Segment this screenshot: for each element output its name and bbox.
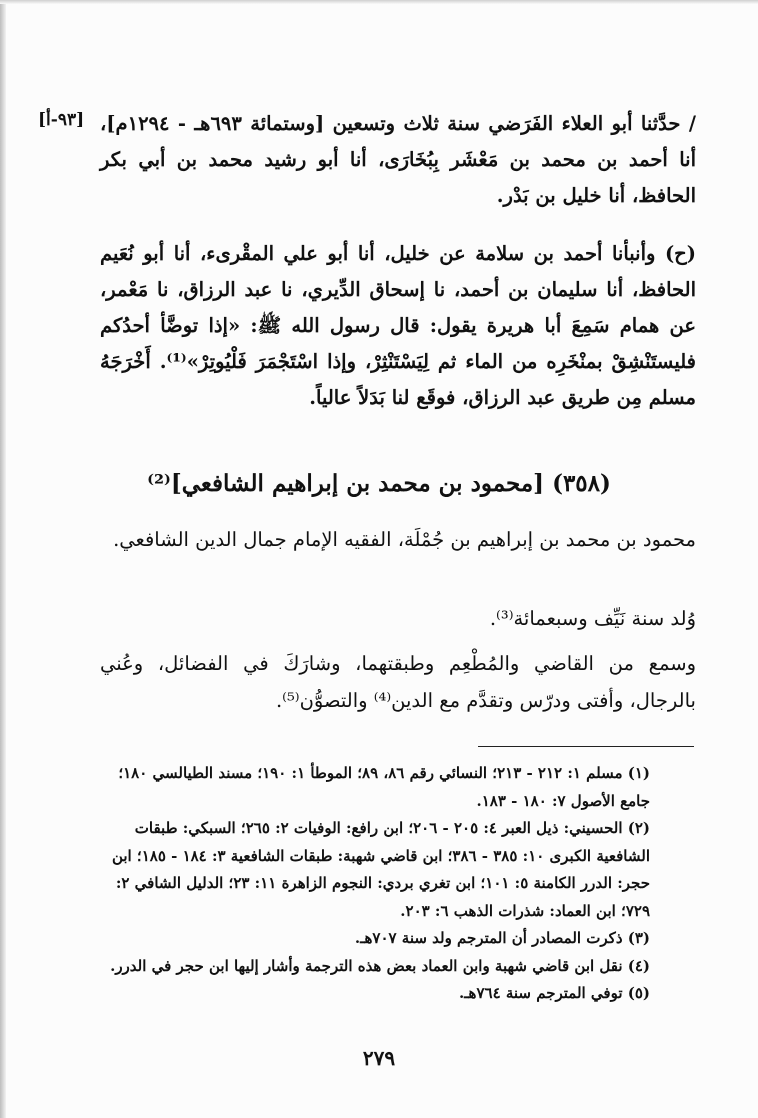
footnote-1: (١) مسلم ١: ٢١٢ - ٢١٣؛ النسائي رقم ٨٦، ٨٩؛ الموطأ ١: ١٩٠؛ مسند الطيالسي ١٨٠؛ جامع الأصول ٧: ١٨٠ - ١٨٣.: [118, 764, 650, 810]
biography-name-paragraph: محمود بن محمد بن إبراهيم بن جُمْلَة، الفقيه الإمام جمال الدين الشافعي.: [113, 528, 696, 551]
footnotes-section: [92, 760, 650, 1008]
entry-heading: (٣٥٨) [محمود بن محمد بن إبراهيم الشافعي]⁽²⁾: [147, 470, 611, 497]
footnote-5: (٥) توفي المترجم سنة ٧٦٤هـ.: [458, 984, 650, 1002]
isnad-paragraph: / حدَّثنا أبو العلاء الفَرَضي سنة ثلاث وتسعين [وستمائة ٦٩٣هـ - ١٢٩٤م]، أنا أحمد بن محمد بن مَعْشَر بِبُخَارَى، أنا أبو رشيد محمد بن أبي بكر الحافظ، أنا خليل بن بَدْر.: [100, 112, 697, 207]
footnote-separator: [478, 746, 694, 747]
manuscript-folio-marker: [٩٣-أ]: [38, 110, 85, 130]
scan-shadow-top: [0, 0, 758, 4]
footnote-4: (٤) نقل ابن قاضي شهبة وابن العماد بعض هذه الترجمة وأشار إليها ابن حجر في الدرر.: [110, 956, 650, 975]
footnote-3: (٣) ذكرت المصادر أن المترجم ولد سنة ٧٠٧هـ.: [354, 929, 650, 947]
scan-shadow-left: [0, 0, 6, 1118]
page-number: ٢٧٩: [362, 1046, 396, 1070]
hadith-paragraph: (ح) وأنبأنا أحمد بن سلامة عن خليل، أنا أبو علي المقْرىء، أنا أبو نُعَيم الحافظ، أنا سليمان بن أحمد، نا إسحاق الدِّيري، نا عبد الرزاق، نا مَعْمر، عن همام سَمِعَ أبا هريرة يقول: قال رسول الله ﷺ: «إذا توضَّأ أحدُكم فليستَنْشِقْ بمنْخَرِه من الماء ثم لِيَسْتَنْثِرْ، وإذا اسْتَجْمَرَ فَلْيُوتِرْ»⁽¹⁾. أَخْرَجَهُ مسلم مِن طريق عبد الرزاق، فوقَع لنا بَدَلاً عالياً.: [100, 242, 696, 409]
biography-birth-paragraph: وُلد سنة نَيِّف وسبعمائة⁽³⁾.: [489, 607, 696, 630]
biography-career-paragraph: وسمع من القاضي والمُطْعِم وطبقتهما، وشارَكَ في الفضائل، وعُني بالرجال، وأفتى ودرّس وتقدَّم مع الدين⁽⁴⁾ والتصوُّن⁽⁵⁾.: [100, 652, 696, 712]
footnote-2: (٢) الحسيني: ذيل العبر ٤: ٢٠٥ - ٢٠٦؛ ابن رافع: الوفيات ٢: ٢٦٥؛ السبكي: طبقات الشافعية الكبرى ١٠: ٣٨٥ - ٣٨٦؛ ابن قاضي شهبة: طبقات الشافعية ٣: ١٨٤ - ١٨٥؛ ابن حجر: الدرر الكامنة ٥: ١٠١؛ ابن تغري بردي: النجوم الزاهرة ١١: ٢٣؛ الدليل الشافي ٢: ٧٢٩؛ ابن العماد: شذرات الذهب ٦: ٢٠٣.: [111, 819, 650, 920]
